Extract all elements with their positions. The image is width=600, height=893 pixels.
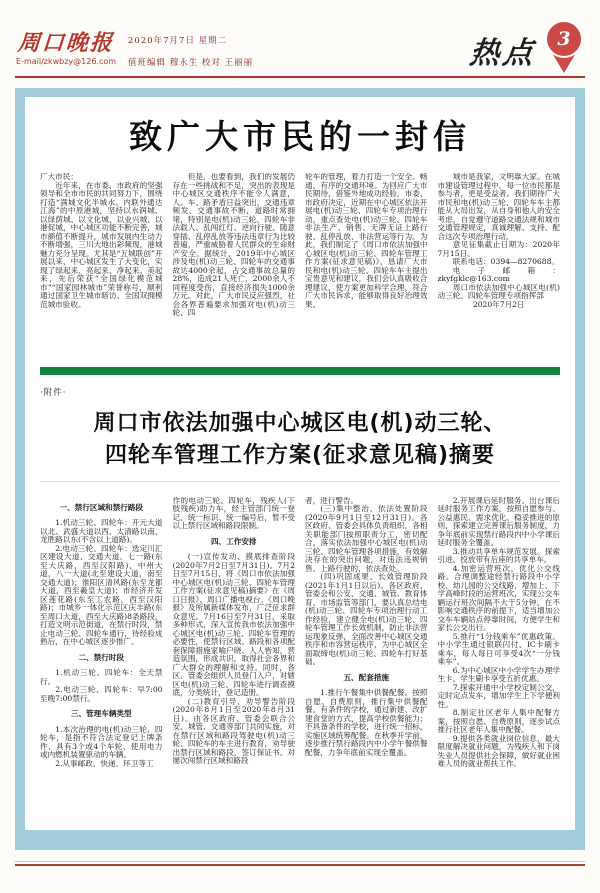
attachment-column-2 xyxy=(173,497,296,830)
article-paragraph: 2.电动三轮、四轮车：选定川汇区建设大道、交通大道、七一路(东至大庆路，西至汉阳路)，中州大道，八一大道(北至建设大道，南至交通大道)；淮阳区清风路(东至龙都大道，西至羲皇大道)；市经济开发区莲花路(东至工农路，西至汉阳路)；市城乡一体化示范区庆丰路(东至周口大道，西至大庆路)8条路段，打造文明示范街道，在禁行时段，禁止电动三轮、四轮车通行，待经验成熟后，在中心城区逐步推广。 xyxy=(40,543,163,647)
article-paragraph: 意见征集截止日期为：2020年7月15日。 xyxy=(437,240,560,258)
header-rule xyxy=(15,76,585,78)
masthead-logo: 周口晚报 xyxy=(16,30,115,56)
article-paragraph: 但是，也要看到，我们的发展仍存在一些挑战和不足，突出的表现是中心城区交通秩序不能令人满意，人、车、路矛盾日益突出，交通违章频发、交通事故不断，道路时常拥堵，特别是电(机)动三轮、四轮车非法载人、乱闯红灯、逆向行驶、随意穿插、乱停乱放等违法违章行为比较普遍，严重威胁着人民群众的生命财产安全。据统计，2019年中心城区涉及电(机)动三轮、四轮车的交通事故达4000余起，占交通事故总量的28%，造成21人死亡，2000余人不同程度受伤，直接经济损失1000余万元。对此，广大市民反应强烈，社会各界普遍要求加强对电(机)动三轮、四 xyxy=(172,173,295,317)
article-paragraph: 1.本次治理的电(机)动三轮、四轮车，是指不符合法定登记上牌条件、具有3个或4个车轮、使用电力或内燃机装置驱动的车辆。 xyxy=(40,724,163,760)
page-number-pin-icon xyxy=(544,20,584,78)
article-paragraph: 2.开展课后延时服务。出台课后延时服务工作方案，按照自愿参与、公益惠民、需求优化、稳妥推进的原则，探索建立完善课后服务制度，力争年底前实现禁行路段内中小学课后延时服务全覆盖。 xyxy=(437,496,560,548)
attachment-title-rule xyxy=(40,481,560,482)
article-paragraph: 9.提供各类就业岗位信息，最大限度解决就业问题，为残疾人和下岗失业人员提供社会保障，做好就业困难人员的就业帮扶工作。 xyxy=(437,733,560,769)
article-paragraph: 3.推动共享单车规范发展。探索引进、投放带有后座的共享单车。 xyxy=(437,546,560,565)
attachment-column-3 xyxy=(305,497,428,830)
article-paragraph: 电子邮箱：zkyfgklc@163.com xyxy=(437,265,560,283)
content-frame xyxy=(15,88,585,850)
letter-headline: 致广大市民的一封信 xyxy=(129,117,471,156)
article-paragraph: 作的电动三轮、四轮车，残疾人(下肢残疾)助力车，经主管部门统一登记、统一标识、统一编号后，暂不受以上禁行区域和路段限制。 xyxy=(172,496,295,531)
article-paragraph: 2020年7月2日 xyxy=(472,299,525,309)
pin-head xyxy=(545,20,583,58)
article-paragraph: 6.为中心城区中小学学生办理学生卡，学生刷卡享受五折优惠。 xyxy=(437,665,560,684)
article-paragraph: 4.加密运营班次，优化公交线路。合理调整途经禁行路段中小学校、幼儿园的公交线路，增加上、下学高峰时段的运营班次，实现公交车辆运行班次间隔不大于5分钟。在不影响交通秩序的前提下，适当增加公交车车辆站点停靠时间，方便学生和家长公交出行。 xyxy=(437,563,560,633)
bottom-rule-gray xyxy=(15,861,585,862)
article-paragraph: 1.推行午餐集中供餐配餐。按照自愿、自费原则，推行集中供餐配餐。有条件的学校，通过新建、改扩建食堂的方式，提高学校供餐能力；不具备条件的学校，进行统一招标，实施区域统筹配餐。在秋季开学前，逐步推行禁行路段内中小学午餐供餐配餐，力争年底前实现全覆盖。 xyxy=(305,688,428,757)
issue-date: 2020年7月7日 星期二 xyxy=(128,36,228,46)
article-paragraph: (四)巩固成果、长效管理阶段(2021年1月1日以后)。各区政府、管委会和公安、交通、城管、教育体育、市场监管等部门，要认真总结电(机)动三轮、四轮车专项治理行动工作经验，建立健全电(机)动三轮、四轮车管理工作长效机制，防止非法营运现象反弹，全面改善中心城区交通秩序和市容营运秩序，为中心城区全面取缔电(机)动三轮、四轮车打好基础。 xyxy=(305,572,428,667)
article-paragraph: 2.电动三轮、四轮车：早7:00至晚7:00禁行。 xyxy=(40,685,163,703)
letter-column-3 xyxy=(305,173,428,350)
article-paragraph: 广大市民： xyxy=(40,173,78,181)
section-label: 热点 xyxy=(467,36,538,71)
attachment-title-line-1: 周口市依法加强中心城区电(机)动三轮、 xyxy=(93,411,507,436)
article-paragraph: (三)集中整治、依法处置阶段(2020年9月1日至12月31日)。各区政府、管委会具体负责组织，各相关职能部门按照职责分工，密切配合，落实依法加强中心城区电(机)动三轮、四轮车管理各项措施，有效解决存在的突出问题，对违法违规销售、上路行驶的，依法查处。 xyxy=(305,504,428,573)
attachment-label: ·附件· xyxy=(40,388,67,398)
attachment-column-4 xyxy=(438,497,561,830)
article-paragraph: 近年来，在市委、市政府的坚强领导和全市市民的共同努力下，围绕打造“满城文化半城水、内联外通达江海”的中原港城，坚持以水润城、以绿荫城、以文化城、以业兴城、以港促城，中心城区功能不断完善，城市颜值不断提升，城市发展内生动力不断增强，三川大地出彩频现，港城魅力充分呈现。尤其是“五城联创”开展以来，中心城区发生了大变化，实现了绿起来、亮起来、净起来、美起来，先后荣获“全国绿化模范城市”“国家园林城市”荣誉称号，顺利通过国家卫生城市暗访、全国双拥模范城市验收。 xyxy=(40,180,163,309)
article-heading: 二、禁行时段 xyxy=(78,652,125,662)
article-paragraph: 城市是我家，文明靠大家。在城市建设管理过程中，每一位市民都是参与者，更是受益者。我们期待广大市民和电(机)动三轮、四轮车车主都能从大局出发，从自身和他人的安全考虑，自觉遵守道路交通法规和城市交通管理规定，真诚理解、支持、配合这次专项治理行动。 xyxy=(437,173,560,241)
article-paragraph: 8.制定社区老年人集中配餐方案，按照自愿、自费原则，逐步试点推行社区老年人集中配餐。 xyxy=(437,708,560,735)
content-area xyxy=(25,97,575,830)
article-heading: 三、管理车辆类型 xyxy=(70,709,132,719)
masthead-email: E-mail/zkwbzy@126.com xyxy=(16,57,117,66)
article-paragraph: 1.机动三轮、四轮车：开元大道以北、武盛大道以西、太清路以南、龙胜路以东(不含以上道路)。 xyxy=(40,518,163,545)
article-paragraph: (一)宣传发动、摸底排查阶段(2020年7月2日至7月31日)。7月2日至7月15日，将《周口市依法加强中心城区电(机)动三轮、四轮车管理工作方案(征求意见稿)摘要》在《周口日报》、周口广播电视台、《周口晚报》及所属新媒体发布，广泛征求群众意见。7月16日至7月31日，采取多种形式，深入宣传我市依法加强中心城区电(机)动三轮、四轮车管理的必要性，使禁行区域、路段和各项配套保障措施家喻户晓、人人皆知，营造氛围，形成共识，取得社会各界和广大群众的理解和支持。同时，各区、管委会组织人员登门入户，对辖区电(机)动三轮、四轮车进行调查摸底，分类统计，登记造册。 xyxy=(172,552,295,698)
letter-column-1 xyxy=(40,173,163,350)
bottom-rule-brown xyxy=(15,864,585,866)
letter-body xyxy=(25,173,575,350)
article-paragraph: 2.从事邮政、快递、环卫等工 xyxy=(55,758,154,768)
attachment-body xyxy=(25,497,575,830)
attachment-title-line-2: 四轮车管理工作方案(征求意见稿)摘要 xyxy=(104,442,496,468)
article-paragraph: (二)教育引导、劝导警告阶段(2020年8月1日至2020年8月31日)。由各区政府、管委会联合公安、城管、交通等部门共同实施，对在禁行区域和路段驾驶电(机)动三轮、四轮车的车主进行教育，劝导驶出禁行区域和路段，签订保证书。对屡次闯禁行区域和路段 xyxy=(172,696,295,766)
article-paragraph: 轮车的管理，着力打造一个安全、畅通、有序的交通环境。为回应广大市民期待，借鉴外地成功经验，市委、市政府决定，近期在中心城区依法开展电(机)动三轮、四轮车专项治理行动，重点查处电(机)动三轮、四轮车非法生产、销售、无牌无证上路行驶、乱停乱放、非法营运等行为。为此，我们制定了《周口市依法加强中心城区电(机)动三轮、四轮车管理工作方案(征求意见稿)》，恳请广大市民和电(机)动三轮、四轮车车主提出宝贵意见和建议，我们会认真吸收合理建议，使方案更加科学合理，符合广大市民诉求，能够取得良好治理效果。 xyxy=(305,173,428,309)
green-divider-bar xyxy=(40,367,560,375)
article-heading: 五、配套措施 xyxy=(343,672,390,682)
page-number: 3 xyxy=(557,28,571,50)
attachment-column-1 xyxy=(40,497,163,830)
article-heading: 四、工作安排 xyxy=(210,536,257,546)
article-paragraph: 者，进行警告。 xyxy=(305,496,359,505)
article-paragraph: 5.推行“1分钱乘车”优惠政策。中小学生通过银联闪付、IC卡刷卡乘车，每人每日可享受4次“一分钱乘车”。 xyxy=(437,631,560,667)
attachment-title xyxy=(25,408,575,472)
letter-column-4 xyxy=(438,173,561,350)
article-paragraph: 周口市依法加强中心城区电(机)动三轮、四轮车管理专项指挥部 xyxy=(437,282,560,300)
editors-line: 值班编辑 穆永生 校对 王丽丽 xyxy=(128,58,254,68)
letter-column-2 xyxy=(173,173,296,350)
article-paragraph: 联系电话：0394—8270688。 xyxy=(452,257,559,266)
article-paragraph: 1.机动三轮、四轮车：全天禁行。 xyxy=(40,668,163,686)
article-paragraph: 7.探索开通中小学校定制公交，定时定点发车，增加学生上下学便利性。 xyxy=(437,682,560,709)
article-heading: 一、禁行区域和禁行路段 xyxy=(59,502,144,512)
